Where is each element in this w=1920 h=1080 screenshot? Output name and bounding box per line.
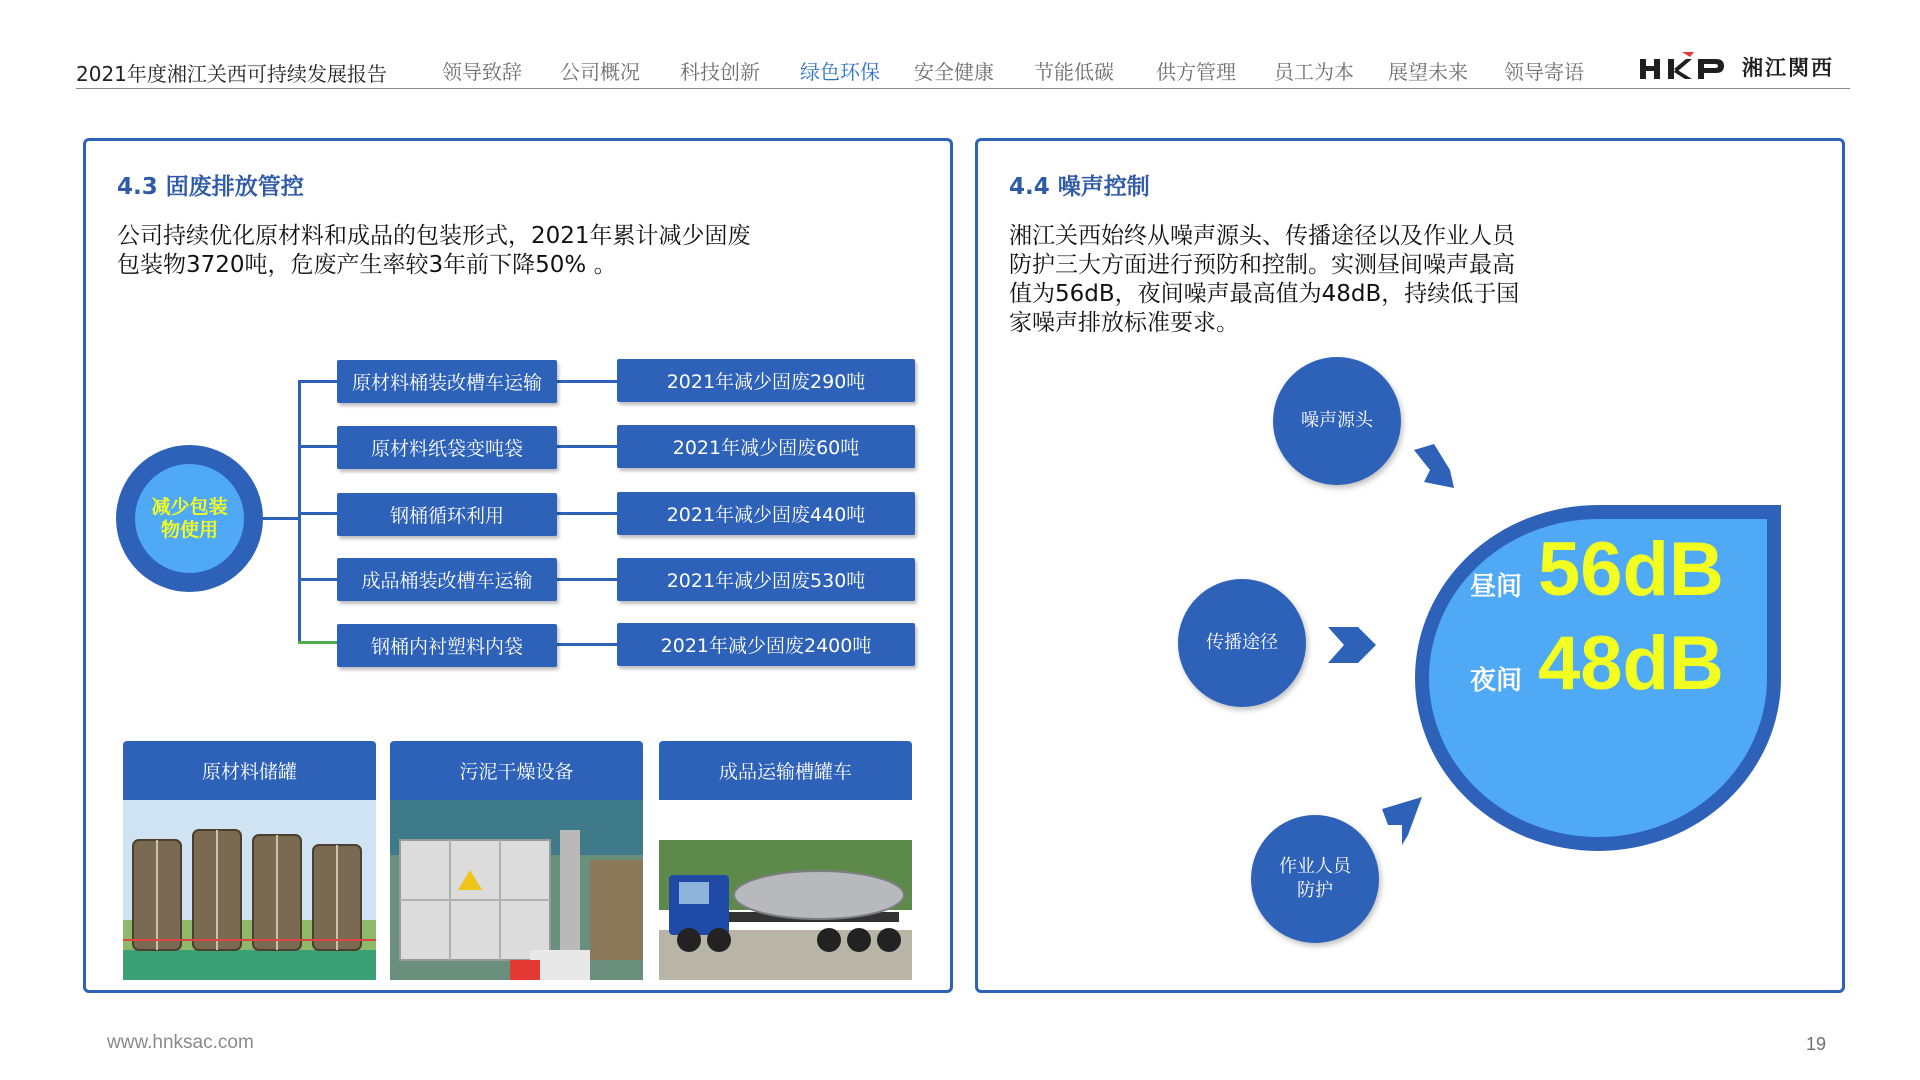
result-tag: 2021年减少固废530吨	[617, 558, 915, 601]
noise-description-line3: 值为56dB，夜间噪声最高值为48dB，持续低于国	[1009, 281, 1520, 307]
branch-line	[298, 578, 338, 581]
nav-item-company-overview[interactable]: 公司概况	[560, 60, 640, 84]
section-title-noise-control: 4.4 噪声控制	[1009, 174, 1150, 200]
day-noise-value: 56dB	[1538, 527, 1724, 612]
day-label: 昼间	[1470, 572, 1523, 602]
solid-waste-description-line1: 公司持续优化原材料和成品的包装形式，2021年累计减少固废	[117, 223, 751, 249]
section-title-solid-waste: 4.3 固废排放管控	[117, 174, 304, 200]
branch-line	[298, 445, 338, 448]
nav-item-safety-health[interactable]: 安全健康	[914, 60, 994, 84]
company-logo	[1638, 50, 1834, 84]
night-noise-row	[1470, 620, 1724, 707]
branch-line	[298, 512, 338, 515]
noise-source-label: 噪声源头	[1301, 410, 1373, 431]
storage-tanks-image	[123, 800, 376, 980]
page-number: 19	[1806, 1034, 1827, 1054]
day-noise-row	[1470, 526, 1724, 613]
nav-item-tech-innovation[interactable]: 科技创新	[680, 60, 760, 84]
arrow-right-icon	[1326, 625, 1378, 665]
result-connector	[556, 578, 618, 581]
measure-tag: 原材料纸袋变吨袋	[337, 426, 557, 469]
logo-text: 湘江関西	[1742, 56, 1834, 80]
branch-line	[298, 641, 338, 644]
nav-item-leadership-message[interactable]: 领导寄语	[1504, 60, 1584, 84]
footer-website[interactable]: www.hnksac.com	[107, 1032, 254, 1053]
nav-item-employees[interactable]: 员工为本	[1274, 60, 1354, 84]
nav-item-green-environment[interactable]: 绿色环保	[800, 60, 880, 84]
nav-item-supplier-management[interactable]: 供方管理	[1156, 60, 1236, 84]
measure-tag: 钢桶循环利用	[337, 493, 557, 536]
measure-tag: 钢桶内衬塑料内袋	[337, 624, 557, 667]
noise-description-line2: 防护三大方面进行预防和控制。实测昼间噪声最高	[1009, 252, 1515, 278]
transmission-path-label: 传播途径	[1206, 632, 1278, 653]
result-tag: 2021年减少固废440吨	[617, 492, 915, 535]
card-title: 成品运输槽罐车	[659, 741, 912, 800]
measure-tag: 成品桶装改槽车运输	[337, 558, 557, 601]
night-label: 夜间	[1470, 666, 1523, 696]
result-connector	[556, 643, 618, 646]
measure-tag: 原材料桶装改槽车运输	[337, 360, 557, 403]
transmission-path-node	[1178, 579, 1306, 707]
card-tanker-truck	[659, 741, 912, 980]
arrow-down-right-icon	[1410, 440, 1460, 492]
result-connector	[556, 380, 618, 383]
card-title: 原材料储罐	[123, 741, 376, 800]
report-title: 2021年度湘江关西可持续发展报告	[76, 62, 387, 86]
nav-item-leadership-speech[interactable]: 领导致辞	[442, 60, 522, 84]
solid-waste-description-line2: 包装物3720吨，危废产生率较3年前下降50% 。	[117, 252, 617, 278]
noise-description-line1: 湘江关西始终从噪声源头、传播途径以及作业人员	[1009, 223, 1515, 249]
tanker-truck-image	[659, 800, 912, 980]
storage-tanks-photo	[123, 800, 376, 980]
result-connector	[556, 512, 618, 515]
reduce-packaging-hub	[116, 445, 263, 592]
card-sludge-dryer	[390, 741, 643, 980]
hkp-logo-icon	[1638, 51, 1726, 83]
hub-label: 减少包装物使用	[151, 495, 228, 541]
worker-protection-label-line2: 防护	[1297, 880, 1333, 901]
worker-protection-label	[1279, 855, 1351, 903]
nav-item-outlook[interactable]: 展望未来	[1388, 60, 1468, 84]
hub-inner-circle	[135, 464, 244, 573]
tanker-truck-photo	[659, 800, 912, 980]
result-tag: 2021年减少固废290吨	[617, 359, 915, 402]
result-connector	[556, 445, 618, 448]
card-raw-material-tanks	[123, 741, 376, 980]
night-noise-value: 48dB	[1538, 621, 1724, 706]
worker-protection-node	[1251, 815, 1379, 943]
hub-connector	[263, 517, 300, 520]
card-title: 污泥干燥设备	[390, 741, 643, 800]
nav-item-energy-saving[interactable]: 节能低碳	[1034, 60, 1114, 84]
sludge-dryer-photo	[390, 800, 643, 980]
noise-source-node	[1273, 357, 1401, 485]
worker-protection-label-line1: 作业人员	[1279, 856, 1351, 877]
result-tag: 2021年减少固废60吨	[617, 425, 915, 468]
sludge-dryer-image	[390, 800, 643, 980]
result-tag: 2021年减少固废2400吨	[617, 623, 915, 666]
header-divider	[76, 88, 1850, 89]
page-header	[0, 0, 1920, 95]
branch-line	[298, 380, 338, 383]
noise-description-line4: 家噪声排放标准要求。	[1009, 310, 1239, 336]
